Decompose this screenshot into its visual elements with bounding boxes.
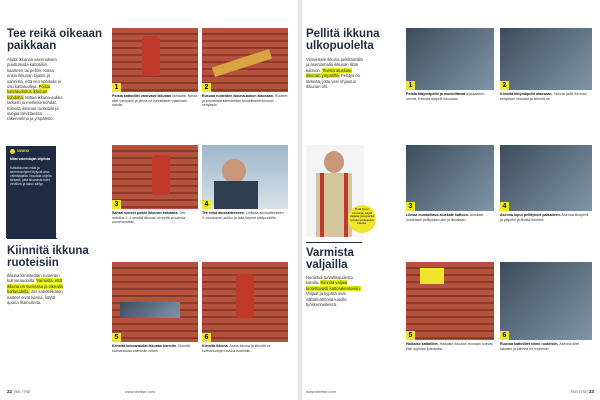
caption-step-5 <box>112 344 198 353</box>
caption4-bold: Tee reikä aluskatteeseen. <box>202 211 246 215</box>
step-number-12: 6 <box>500 331 509 340</box>
photo-step-3 <box>112 145 198 209</box>
caption6-bold: Kiinnitä ikkuna. <box>202 344 229 348</box>
section3-lead-part: Viimeistele ikkuna pellittämällä ja asentamalla ikkunan liitos kattoon. <box>306 57 363 73</box>
section3-lead-highlight: Tiivistä aluskate ikkunan ympäriltä. <box>306 67 352 79</box>
caption7-text: aluskatteen reunat. Kiinnitä alapelti ikkunaan. <box>406 92 485 101</box>
caption3-bold: Sahaa ruoteet poikki ikkunan kohdalta. <box>112 211 179 215</box>
caption12-bold: Ruuvaa kattotiilet kiinni ruoteisiin. <box>500 342 559 346</box>
section4-heading <box>306 247 354 271</box>
caption-step-6 <box>202 344 288 353</box>
section2-lead <box>7 273 63 305</box>
section4-lead-part: Valjaat ja kypärä ovat välttämättömiä katolla työskennellessä. <box>306 291 347 308</box>
harness-strap <box>320 173 324 237</box>
safety-circle <box>348 205 376 233</box>
section4-lead-part: Huolehdi turvallisuudesta katolla. <box>306 275 353 286</box>
section4-title-line1: Varmista <box>306 247 354 259</box>
section3-heading <box>306 28 380 52</box>
caption12-text: Asenna tiilet takaisin ja kiinnitä ne ruoteisiin. <box>500 342 579 351</box>
caption9-bold: Liimaa muotoiltava aluskate kattoon. <box>406 213 469 217</box>
safety-circle-text: Pidä itsesi turvassa: käytä valjaita ja kypärää työskennellessäsi katolla. <box>350 207 375 226</box>
caption5-bold: Kiinnitä kulmaraudat ikkunan karmiin. <box>112 344 177 348</box>
worker-figure <box>236 274 254 318</box>
section2-heading <box>7 245 89 269</box>
caption-step-3 <box>112 211 198 225</box>
photo-step-1 <box>112 28 198 92</box>
caption10-text: Asenna sivupellit ja yläpellit ja tiivistä liitokset. <box>500 213 589 222</box>
section2-lead-part: Ikkuna kiinnitetään ruoteisiin kulmaraudoilla. <box>7 273 60 284</box>
left-page <box>0 0 298 400</box>
photo-step-8 <box>500 28 592 90</box>
caption6-text: Aseta ikkuna ja kiinnitä se kulmarautojen avulla ruoteisiin. <box>202 344 271 353</box>
section3-title-line1: Pellitä ikkuna <box>306 28 380 40</box>
section1-lead-highlight: Poista katelaudoitus ikkunan kohdalta. <box>7 84 51 100</box>
photo-step-2 <box>202 28 288 92</box>
caption2-text: Ruoteet ja puutavara kiinnitetään huolellisesti ikkunan kehyksiin. <box>202 94 288 108</box>
step-number-6: 6 <box>202 333 211 342</box>
section1-lead-part: Mittaa ikkuna-aukko tarkasti ja merkitse kohdat. <box>7 94 63 106</box>
section1-lead <box>7 57 63 122</box>
caption-step-9 <box>406 213 494 222</box>
caption-step-2 <box>202 94 288 108</box>
section4-lead-highlight: Kiinnitä valjaat luotettavasti kattorakenteisiin. <box>306 280 361 291</box>
section1-title-line1: Tee reikä oikeaan <box>7 28 103 40</box>
section3-lead-part: Pellitys on tärkeää, jotta vesi ohjautuu ikkunan ohi. <box>306 73 361 90</box>
step-number-1: 1 <box>112 83 121 92</box>
caption-step-8 <box>500 92 592 101</box>
section1-lead-part: Kiinnitä ikkunan ruoteisiin ja suojaa tarvittaessa rakennelma ja ympäristö. <box>7 105 59 122</box>
step-number-2: 2 <box>202 83 211 92</box>
photo-step-12 <box>500 262 592 340</box>
step-number-3: 3 <box>112 200 121 209</box>
worker-head <box>222 159 246 183</box>
left-folio <box>7 389 31 394</box>
photo-step-5 <box>112 262 198 342</box>
caption11-text: Halkaise ikkunan reunaan tulevat tiilet sopivan kokoisiksi. <box>406 342 493 351</box>
caption8-text: Taivuta pellit ikkunan kehyksen mukaan ja kiinnitä ne. <box>500 92 587 101</box>
left-folio-url: www.teeitse.com <box>125 389 156 394</box>
caption-step-12 <box>500 342 592 351</box>
timber-board <box>212 49 272 77</box>
caption4-text: Leikkaa aluskatteeseen X-muotoinen aukko ja taita liepeet sisäpuolelle. <box>202 211 284 220</box>
section2-lead-highlight: Varmista, että ikkuna on suorassa ja oikealla korkeudella. <box>7 278 63 295</box>
caption2-bold: Rusuaa ruoteiden ikkuna-aukon alaosaan. <box>202 94 274 98</box>
caption5-text: Kiinnitä kulmaraudat valmiisiin reikiin. <box>112 344 190 353</box>
folio-brand: TEE ITSE <box>570 389 588 394</box>
section2-title-line2: ruoteisiin <box>7 257 59 269</box>
window-frame <box>120 302 180 318</box>
page-number: 23 <box>588 389 594 394</box>
photo-step-6 <box>202 262 288 342</box>
page-number: 22 <box>7 389 13 394</box>
section1-title-line2: paikkaan <box>7 40 57 52</box>
caption-step-7 <box>406 92 494 101</box>
step-number-4: 4 <box>202 200 211 209</box>
caption9-text: Aluskate nostetaan pellityksen alle ja liimataan. <box>406 213 484 222</box>
right-folio <box>570 389 594 394</box>
worker-figure <box>152 155 170 195</box>
person-head <box>324 151 344 173</box>
step-number-7: 1 <box>406 81 415 90</box>
photo-step-11 <box>406 262 494 340</box>
vinkki-tip-box <box>6 146 56 238</box>
right-folio-url: www.teeitse.com <box>306 389 337 394</box>
vinkki-label: VINKKI <box>17 149 30 153</box>
section3-lead <box>306 57 366 89</box>
caption-step-10 <box>500 213 592 222</box>
step-number-9: 3 <box>406 202 415 211</box>
section4-lead <box>306 275 366 307</box>
step-number-10: 4 <box>500 202 509 211</box>
worker-vest <box>420 268 444 284</box>
folio-brand: TEE ITSE <box>13 389 31 394</box>
caption10-bold: Asenna loput pellitykset paikalleen. <box>500 213 561 217</box>
caption-step-4 <box>202 211 288 220</box>
caption8-bold: Kiinnitä liittymäpellit alaosaan. <box>500 92 553 96</box>
vinkki-title: Mitat valmistajan ohjeista <box>10 157 50 161</box>
photo-step-7 <box>406 28 494 90</box>
caption3-text: Tee mitoitus 2–3 senttiä ikkunan leveyttä ja karmia suuremmaksi. <box>112 211 186 225</box>
caption1-bold: Poista kattotiilet varovasti ikkunan <box>112 94 172 98</box>
photo-step-4 <box>202 145 288 209</box>
section2-title-line1: Kiinnitä ikkuna <box>7 245 89 257</box>
caption1-text: kohdalta. Nosta tiilet varovasti ja pinoa ne turvalliseen paikkaan katolle. <box>112 94 198 108</box>
section2-lead-part: Jos kattotiilikaton ruoteet eivät kanna, käytä apuna lisäruoteita. <box>7 289 63 306</box>
section-rule <box>7 238 57 239</box>
worker-figure <box>142 36 160 76</box>
section-rule <box>306 242 362 243</box>
right-page <box>302 0 600 400</box>
step-number-11: 5 <box>406 331 415 340</box>
vinkki-text: Kattoikkunan mitat ja asennusohjeet löytyvät aina valmistajalta. Noudata ohjeita tarkasti, jotta ikkunasta tulee vesitiivis ja takuu säilyy. <box>10 166 52 187</box>
caption-step-1 <box>112 94 198 108</box>
photo-step-9 <box>406 145 494 211</box>
photo-step-10 <box>500 145 592 211</box>
caption-step-11 <box>406 342 494 351</box>
section1-heading <box>7 28 102 52</box>
caption11-bold: Halkaise kattotiilet. <box>406 342 439 346</box>
step-number-8: 2 <box>500 81 509 90</box>
section4-title-line2: valjailla <box>306 259 348 271</box>
worker-body <box>214 181 258 209</box>
section3-title-line2: ulkopuolelta <box>306 40 374 52</box>
caption7-bold: Poista liittymäpellit ja muotoiltavat <box>406 92 466 96</box>
section1-lead-part: Aloita ikkunan asennuksen puuttumalla kattotiiliin, kaarteen tai peltiin. Katso ensin ikkunan sijainti ja varmista, että sen kohdalle ei osu kattotuoleja. <box>7 57 62 90</box>
step-number-5: 5 <box>112 333 121 342</box>
tip-dot-icon <box>10 149 15 154</box>
